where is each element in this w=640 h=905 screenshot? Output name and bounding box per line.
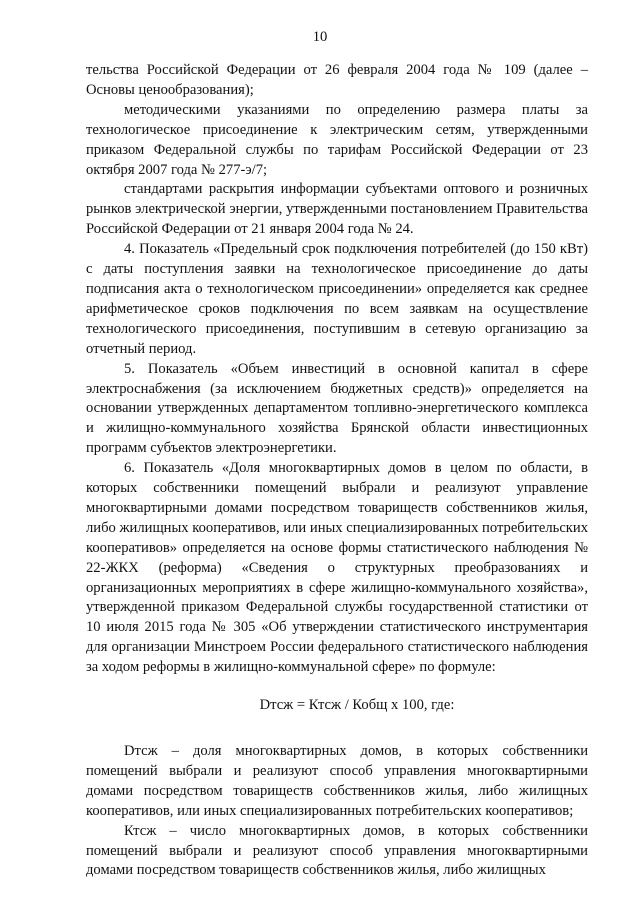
paragraph-indicator-4: 4. Показатель «Предельный срок подключения потребителей (до 150 кВт) с даты поступления заявки на технологическое присоединение до даты подписания акта о технологическом присоединении» определяется как среднее арифметическое сроков подключения по всем заявкам на осуществление технологического присоединения, поступившим в сетевую организацию за отчетный период. [86, 241, 588, 357]
paragraph-methodical-guidelines: методическими указаниями по определению размера платы за технологическое присоединение к электрическим сетям, утвержденными приказом Федеральной службы по тарифам Российской Федерации от 23 октября 2007 года № 277-э/7; [86, 101, 588, 178]
paragraph-disclosure-standards: стандартами раскрытия информации субъектами оптового и розничных рынков электрической энергии, утвержденными постановлением Правительства Российской Федерации от 21 января 2004 года № 24. [86, 181, 588, 238]
formula: Dтсж = Ктсж / Кобщ х 100, где: [259, 697, 455, 714]
paragraph-indicator-6: 6. Показатель «Доля многоквартирных домов в целом по области, в которых собственники помещений выбрали и реализуют управление многоквартирными домами посредством товариществ собственников жилья, либо жилищных кооперативов, или иных специализированных потребительских кооперативов» определяется на основе формы статистического наблюдения № 22-ЖКХ (реформа) «Сведения о структурных преобразованиях и организационных мероприятиях в сфере жилищно-коммунального хозяйства», утвержденной приказом Федеральной службы государственной статистики от 10 июля 2015 года № 305 «Об утверждении статистического инструментария для организации Минстроем России федерального статистического наблюдения за ходом реформы в жилищно-коммунальной сфере» по формуле: [86, 460, 589, 676]
paragraph-continuation: тельства Российской Федерации от 26 февраля 2004 года № 109 (далее – Основы ценообразования); [86, 62, 588, 98]
definition-ktszh: Ктсж – число многоквартирных домов, в которых собственники помещений выбрали и реализуют способ управления многоквартирными домами посредством товариществ собственников жилья, либо жилищных [86, 822, 588, 879]
definition-dtszh: Dтсж – доля многоквартирных домов, в которых собственники помещений выбрали и реализуют способ управления многоквартирными домами посредством товариществ собственников жилья, либо жилищных кооперативов, или иных специализированных потребительских кооперативов; [86, 743, 588, 819]
paragraph-indicator-5: 5. Показатель «Объем инвестиций в основной капитал в сфере электроснабжения (за исключением бюджетных средств)» определяется на основании утвержденных департаментом топливно-энергетического комплекса и жилищно-коммунального хозяйства Брянской области инвестиционных программ субъектов электроэнергетики. [86, 360, 588, 457]
page-number: 10 [312, 29, 328, 45]
document-body [86, 61, 588, 881]
